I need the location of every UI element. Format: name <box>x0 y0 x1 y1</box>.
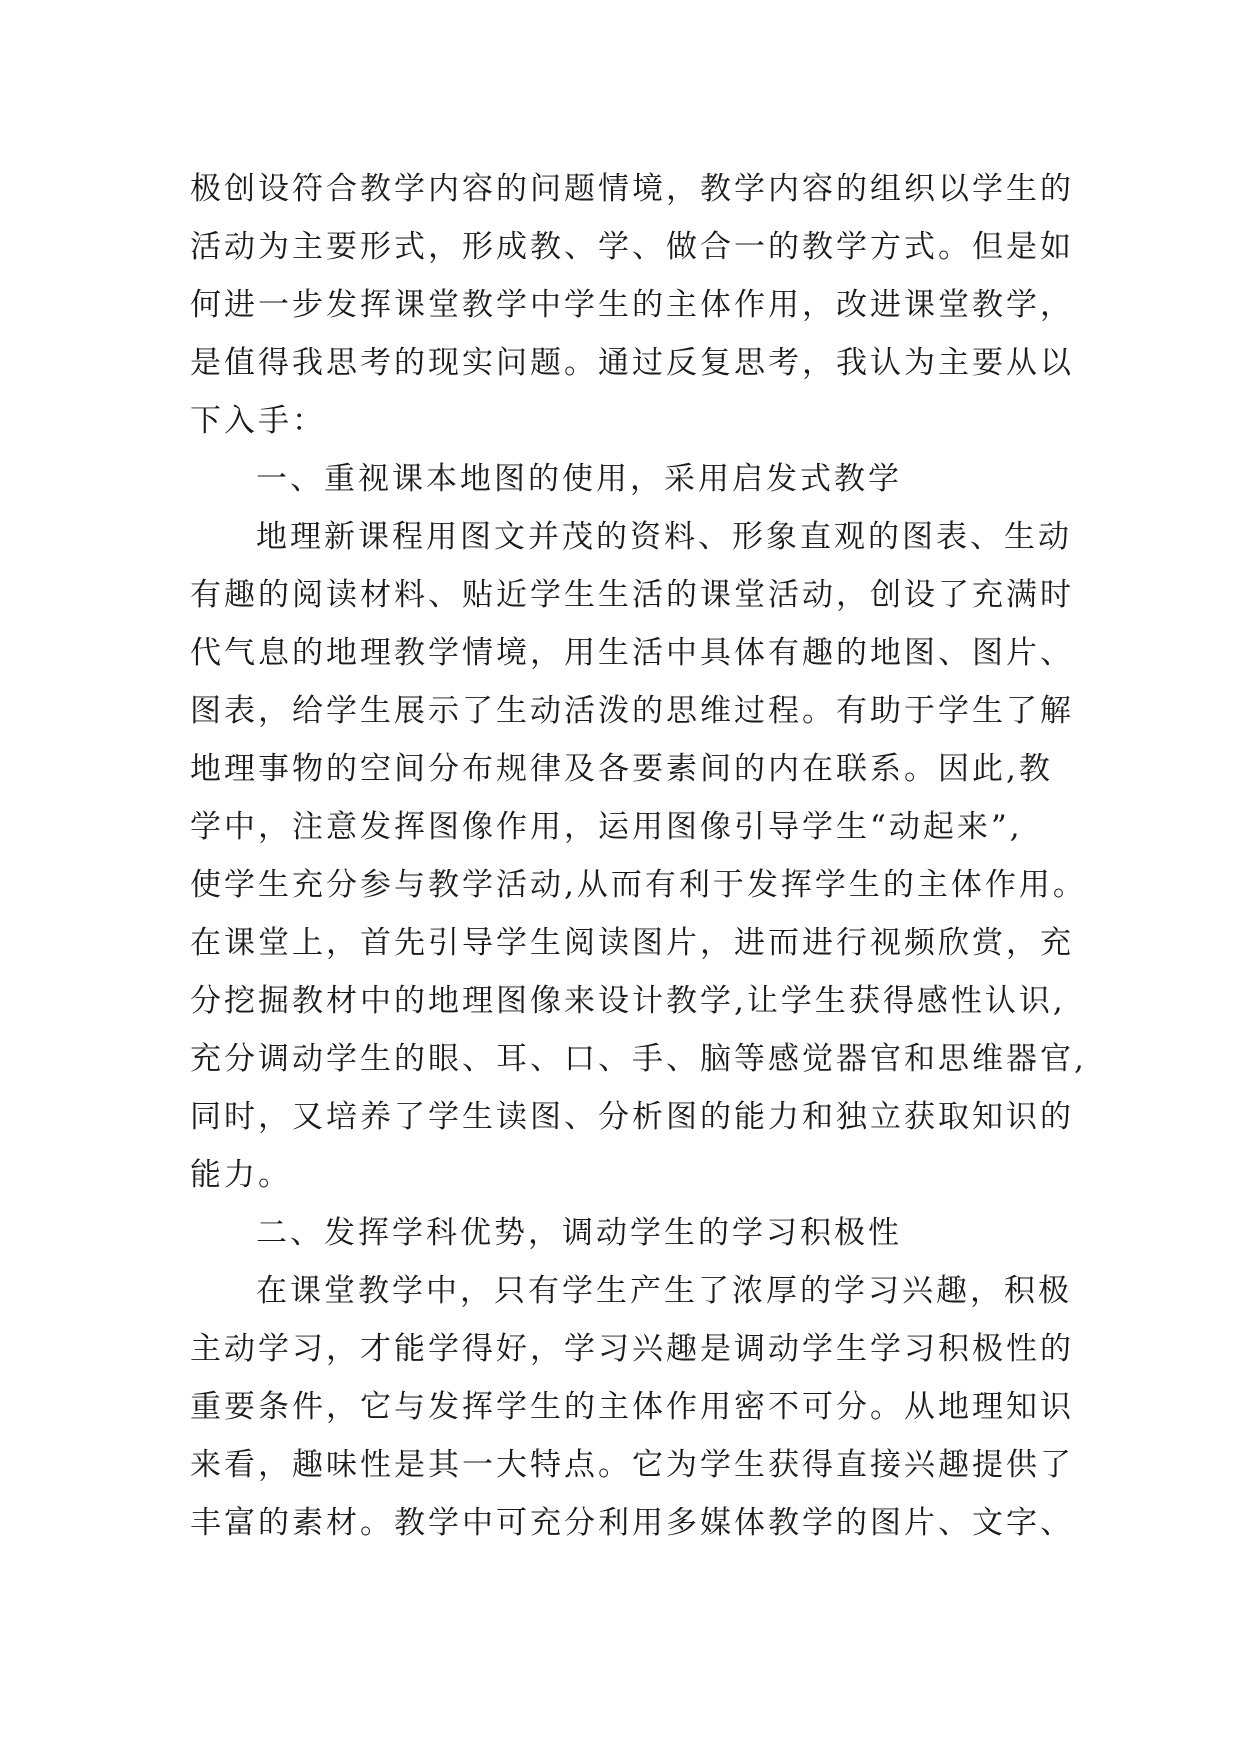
text-line: 同时，又培养了学生读图、分析图的能力和独立获取知识的 <box>190 1099 1074 1135</box>
body-text <box>190 160 1087 1552</box>
text-line: 充分调动学生的眼、耳、口、手、脑等感觉器官和思维器官, <box>190 1041 1087 1077</box>
text-line: 有趣的阅读材料、贴近学生生活的课堂活动，创设了充满时 <box>190 577 1074 613</box>
section-heading-2: 二、发挥学科优势，调动学生的学习积极性 <box>256 1215 902 1251</box>
text-line: 地理事物的空间分布规律及各要素间的内在联系。因此,教 <box>190 751 1053 787</box>
text-line: 分挖掘教材中的地理图像来设计教学,让学生获得感性认识, <box>190 983 1066 1019</box>
text-line: 是值得我思考的现实问题。通过反复思考，我认为主要从以 <box>190 345 1074 381</box>
text-line: 下入手： <box>190 403 326 439</box>
text-line: 图表，给学生展示了生动活泼的思维过程。有助于学生了解 <box>190 693 1074 729</box>
text-line: 重要条件，它与发挥学生的主体作用密不可分。从地理知识 <box>190 1389 1074 1425</box>
text-line: 主动学习，才能学得好，学习兴趣是调动学生学习积极性的 <box>190 1331 1074 1367</box>
paragraph-start: 在课堂教学中，只有学生产生了浓厚的学习兴趣，积极 <box>256 1273 1072 1309</box>
text-line: 极创设符合教学内容的问题情境，教学内容的组织以学生的 <box>190 171 1074 207</box>
text-line: 在课堂上，首先引导学生阅读图片，进而进行视频欣赏，充 <box>190 925 1074 961</box>
text-line: 代气息的地理教学情境，用生活中具体有趣的地图、图片、 <box>190 635 1074 671</box>
text-line: 学中，注意发挥图像作用，运用图像引导学生“动起来”, <box>190 809 1023 845</box>
paragraph-start: 地理新课程用图文并茂的资料、形象直观的图表、生动 <box>256 519 1072 555</box>
text-line: 何进一步发挥课堂教学中学生的主体作用，改进课堂教学， <box>190 287 1074 323</box>
text-line: 活动为主要形式，形成教、学、做合一的教学方式。但是如 <box>190 229 1074 265</box>
text-line: 能力。 <box>190 1157 292 1193</box>
text-line: 丰富的素材。教学中可充分利用多媒体教学的图片、文字、 <box>190 1505 1074 1541</box>
text-line: 来看，趣味性是其一大特点。它为学生获得直接兴趣提供了 <box>190 1447 1074 1483</box>
text-line: 使学生充分参与教学活动,从而有利于发挥学生的主体作用。 <box>190 867 1087 903</box>
section-heading-1: 一、重视课本地图的使用，采用启发式教学 <box>256 461 902 497</box>
